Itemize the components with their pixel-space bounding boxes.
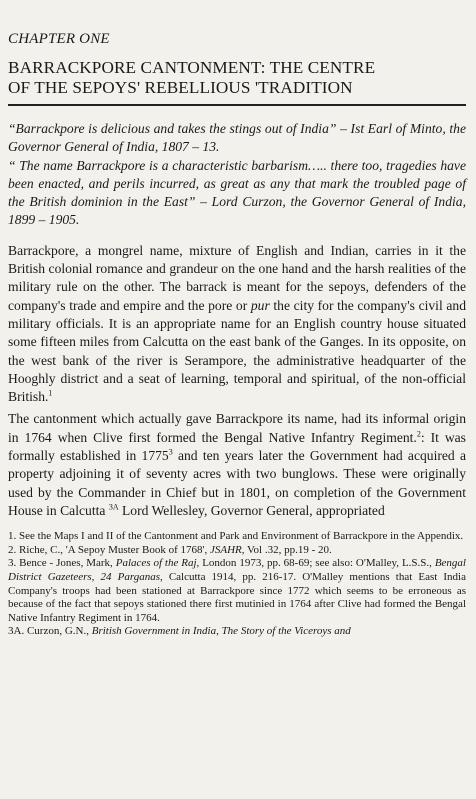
epigraph-curzon: “ The name Barrackpore is a characteristic barbarism….. there too, tragedies have been enacted, and perils incurred, as great as any that mark the troubled page of the British dominion in the East” – Lord Curzon, the Governor General of India, 1899 – 1905.	[8, 157, 466, 228]
footnote-ref-1: 1	[48, 388, 53, 398]
title-line-2: OF THE SEPOYS' REBELLIOUS 'TRADITION	[8, 78, 353, 97]
footnote-3: 3. Bence - Jones, Mark, Palaces of the Raj, London 1973, pp. 68-69; see also: O'Malley, L.S.S., Bengal District Gazeteers, 24 Parganas, Calcutta 1914, pp. 216-17. O'Malley mentions that East India Company's troops had been stationed at Barrackpore since 1772 which seems to be erroneous as because of the fact that sepoys stationed there first mutinied in 1764 after Clive had formed the Bengal Native Infantry Regiment in 1764.	[8, 557, 466, 624]
epigraphs	[8, 120, 466, 230]
footnote-1: 1. See the Maps I and II of the Cantonment and Park and Environment of Barrackpore in the Appendix.	[8, 530, 464, 543]
footnote-ref-3: 3	[168, 447, 173, 457]
footnote-ref-2: 2	[416, 429, 421, 439]
chapter-title	[8, 58, 466, 98]
paragraph-1: Barrackpore, a mongrel name, mixture of English and Indian, carries in it the British colonial romance and grandeur on the one hand and the harsh realities of the military rule on the other. The barrack is meant for the sepoys, defenders of the company's trade and empire and the pore or pur the city for the company's civil and military officials. It is an appropriate name for an English country house situated some fifteen miles from Calcutta on the east bank of the Ganges. In its opposite, on the west bank of the river is Serampore, the administrative headquarter of the Hooghly district and a seat of learning, temporal and spiritual, of the non-official British.$^1$	[8, 242, 466, 405]
footnote-ref-3a: 3A	[108, 502, 119, 512]
footnote-3a: 3A. Curzon, G.N., British Government in India, The Story of the Viceroys and	[8, 625, 351, 638]
epigraph-minto: “Barrackpore is delicious and takes the stings out of India” – Ist Earl of Minto, the Governor General of India, 1807 – 13.	[8, 121, 466, 155]
title-rule	[8, 104, 466, 106]
body-text	[8, 242, 466, 520]
title-line-1: BARRACKPORE CANTONMENT: THE CENTRE	[8, 58, 376, 77]
chapter-label: CHAPTER ONE	[8, 31, 110, 47]
paragraph-2: The cantonment which actually gave Barrackpore its name, had its informal origin in 1764 when Clive first formed the Bengal Native Infantry Regiment.$^2$: It was formally established in 1775$^3$ and ten years later the Government had acquired a property adjoining it of seventy acres with two bunglows. These were originally used by the Commander in Chief but in 1801, on completion of the Government House in Calcutta $^{3A}$ Lord Wellesley, Governor General, appropriated	[8, 411, 466, 518]
footnote-2: 2. Riche, C., 'A Sepoy Muster Book of 1768', JSAHR, Vol .32, pp.19 - 20.	[8, 543, 332, 556]
footnotes	[8, 530, 466, 639]
